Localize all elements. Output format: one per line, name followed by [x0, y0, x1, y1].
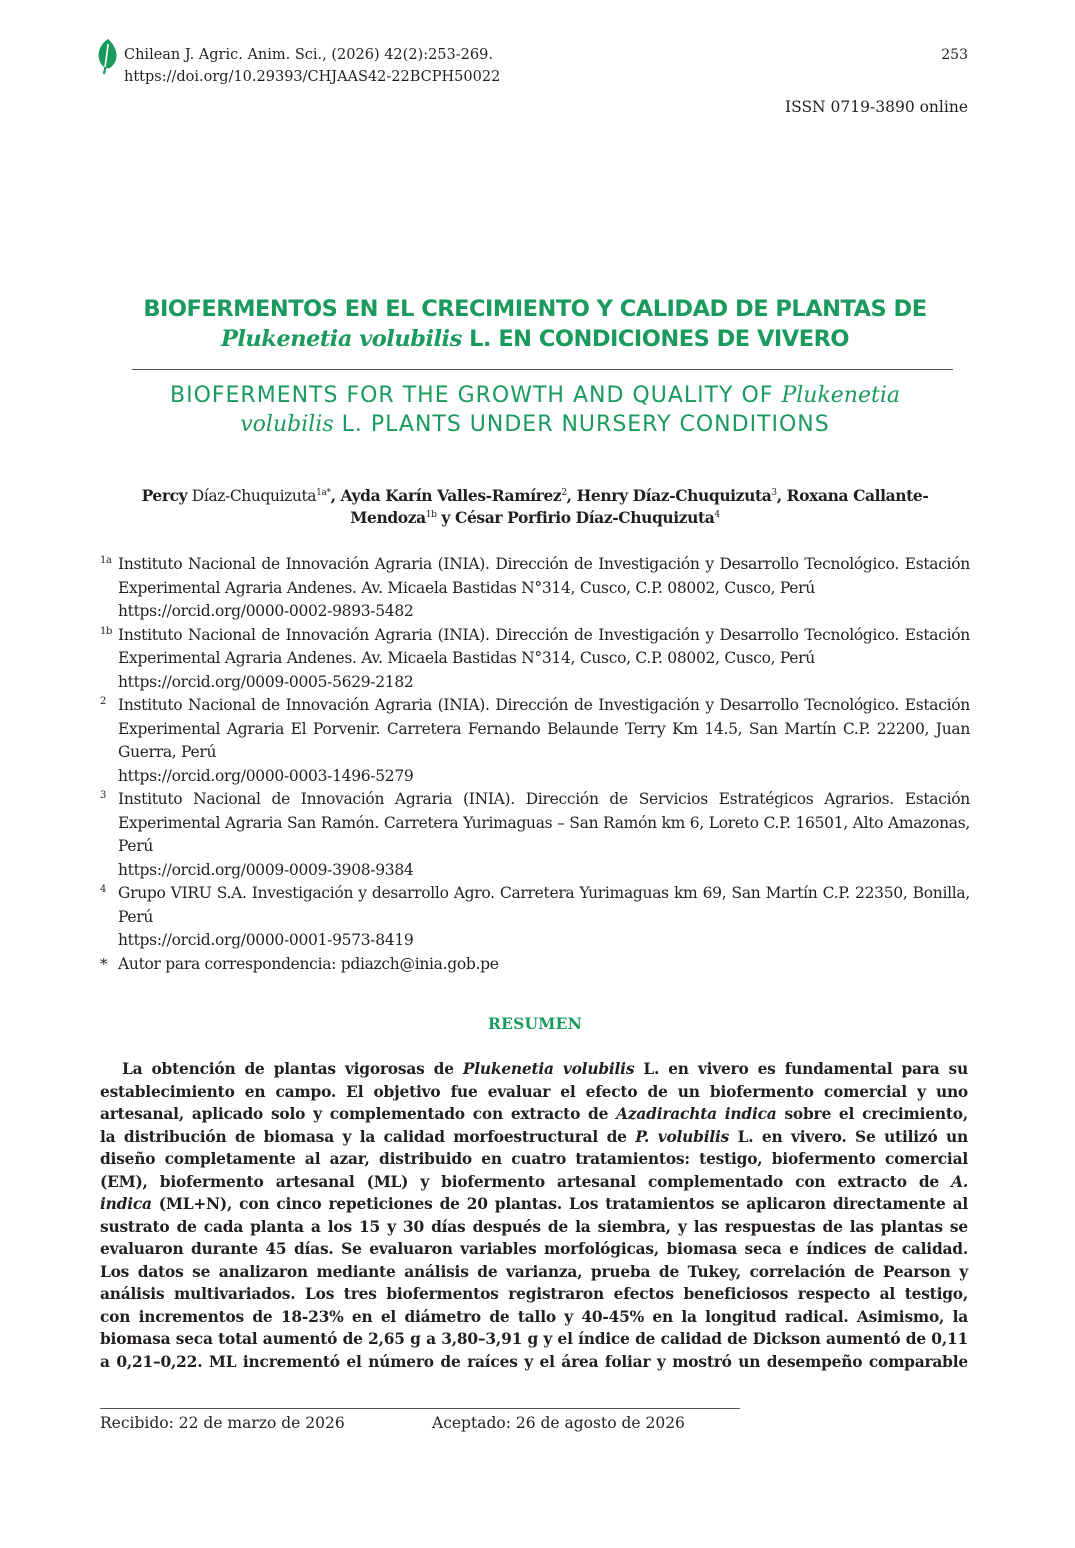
title-divider [132, 369, 953, 370]
correspondence [100, 953, 970, 977]
received-date: Recibido: 22 de marzo de 2026 [100, 1414, 345, 1432]
title-es-line1: BIOFERMENTOS EN EL CRECIMIENTO Y CALIDAD DE PLANTAS DE [143, 296, 927, 322]
abstract-text: L. en vivero es fundamental para su [634, 1060, 969, 1078]
author-2-sup: 2 [561, 487, 567, 498]
correspondence-text: Autor para correspondencia: pdiazch@inia.gob.pe [118, 954, 499, 973]
abstract-line: biomasa seca total aumentó de 2,65 g a 3,80–3,91 g y el índice de calidad de Dickson aumentó de 0,11 [100, 1330, 968, 1348]
title-spanish [100, 294, 970, 354]
title-en-species-epithet: volubilis [240, 412, 334, 437]
affiliations [100, 553, 970, 976]
affiliation-mark: 2 [100, 696, 107, 707]
abstract-species: A. [951, 1172, 968, 1191]
accepted-date: Aceptado: 26 de agosto de 2026 [432, 1414, 685, 1432]
abstract-line [100, 1193, 968, 1216]
journal-header [124, 44, 500, 88]
affiliation-mark: 1b [100, 625, 113, 637]
title-en-line1 [100, 381, 970, 410]
author-line-1 [100, 485, 970, 507]
correspondence-mark: * [100, 954, 108, 973]
affiliation-item [100, 553, 970, 624]
affiliation-item [100, 882, 970, 953]
abstract-line: establecimiento en campo. El objetivo fue evaluar el efecto de un biofermento comercial y uno [100, 1082, 968, 1101]
affiliation-mark: 4 [100, 884, 107, 895]
author-4: , Roxana Callante- [776, 486, 929, 505]
title-en-species-genus: Plukenetia [781, 383, 900, 408]
affiliation-item [100, 694, 970, 788]
page-number: 253 [941, 47, 968, 63]
abstract-line: a 0,21–0,22. ML incrementó el número de raíces y el área foliar y mostró un desempeño comparable [100, 1352, 968, 1371]
abstract-line [100, 1103, 968, 1126]
affiliation-text: Instituto Nacional de Innovación Agraria (INIA). Dirección de Servicios Estratégicos Agrarios. Estación Experimental Agraria San Ramón. Carretera Yurimaguas – San Ramón km 6, Loreto C.P. 16501, Alto Amazonas, Perú [118, 790, 970, 855]
affiliation-mark: 1a [100, 555, 112, 566]
author-line-2 [100, 507, 970, 529]
orcid-link[interactable]: https://orcid.org/0000-0001-9573-8419 [118, 931, 414, 949]
abstract-text: La obtención de plantas vigorosas de [122, 1060, 463, 1078]
abstract-line: diseño completamente al azar, distribuido en cuatro tratamientos: testigo, biofermento comercial [100, 1150, 968, 1168]
title-en-line2-rest: L. PLANTS UNDER NURSERY CONDITIONS [333, 412, 830, 437]
title-en-line2 [100, 410, 970, 439]
affiliation-item [100, 788, 970, 882]
abstract-text: la distribución de biomasa y la calidad morfoestructural de [100, 1127, 636, 1146]
affiliation-text: Instituto Nacional de Innovación Agraria (INIA). Dirección de Investigación y Desarrollo Tecnológico. Estación Experimental Agraria Andenes. Av. Micaela Bastidas N°314, Cusco, C.P. 08002, Cusco, Perú [118, 625, 970, 667]
abstract-text: artesanal, aplicado solo y complementado con extracto de [100, 1105, 617, 1123]
journal-citation: Chilean J. Agric. Anim. Sci., (2026) 42(2):253-269. [124, 47, 493, 63]
affiliation-mark: 3 [100, 790, 107, 801]
abstract-body [100, 1058, 968, 1373]
abstract-species: Plukenetia volubilis [462, 1060, 635, 1078]
abstract-text: sobre el crecimiento, [776, 1105, 969, 1123]
title-es-species: Plukenetia volubilis [220, 326, 462, 352]
author-2: , Ayda Karín Valles-Ramírez [330, 486, 562, 505]
title-en-line1-text: BIOFERMENTS FOR THE GROWTH AND QUALITY OF [169, 383, 782, 408]
author-5-sup: 4 [714, 509, 720, 520]
orcid-link[interactable]: https://orcid.org/0009-0005-5629-2182 [118, 672, 414, 691]
abstract-line [100, 1058, 968, 1081]
abstract-species: P. volubilis [635, 1127, 730, 1146]
footer-divider [100, 1408, 740, 1409]
affiliation-item [100, 624, 970, 695]
affiliation-text: Instituto Nacional de Innovación Agraria (INIA). Dirección de Investigación y Desarrollo Tecnológico. Estación Experimental Agraria Andenes. Av. Micaela Bastidas N°314, Cusco, C.P. 08002, Cusco, Perú [118, 555, 970, 597]
author-4-cont: Mendoza [350, 508, 426, 527]
affiliation-text: Instituto Nacional de Innovación Agraria (INIA). Dirección de Investigación y Desarrollo Tecnológico. Estación Experimental Agraria El Porvenir. Carretera Fernando Belaunde Terry Km 14.5, San Martín C.P. 22200, Juan Guerra, Perú [118, 696, 970, 761]
abstract-heading: RESUMEN [488, 1014, 582, 1033]
abstract-line: Los datos se analizaron mediante análisis de varianza, prueba de Tukey, correlación de Pearson y [100, 1262, 968, 1281]
abstract-line [100, 1126, 968, 1149]
author-1-last: Díaz-Chuquizuta [187, 487, 317, 505]
abstract-line: análisis multivariados. Los tres biofermentos registraron efectos beneficiosos respecto al testigo, [100, 1285, 968, 1303]
abstract-line: sustrato de cada planta a los 15 y 30 días después de la siembra, y las respuestas de las plantas se [100, 1217, 968, 1236]
abstract-text: (EM), biofermento artesanal (ML) y biofermento artesanal complementado con extracto de [100, 1172, 952, 1191]
abstract-species: Azadirachta indica [616, 1105, 777, 1123]
leaf-icon [96, 38, 120, 76]
title-es-line2 [100, 324, 970, 354]
abstract-line: evaluaron durante 45 días. Se evaluaron variables morfológicas, biomasa seca e índices de calidad. [100, 1240, 968, 1258]
author-list [100, 485, 970, 529]
author-1-first: Percy [141, 486, 188, 505]
author-5: y César Porfirio Díaz-Chuquizuta [436, 508, 715, 527]
abstract-text: L. en vivero. Se utilizó un [729, 1127, 968, 1146]
abstract-line: con incrementos de 18-23% en el diámetro de tallo y 40-45% en la longitud radical. Asimismo, la [100, 1307, 968, 1326]
author-3-sup: 3 [771, 487, 777, 498]
author-1-sup: 1a* [316, 487, 331, 498]
abstract-species: indica [100, 1195, 152, 1213]
orcid-link[interactable]: https://orcid.org/0000-0003-1496-5279 [118, 766, 414, 785]
title-english [100, 381, 970, 439]
doi-link[interactable]: https://doi.org/10.29393/CHJAAS42-22BCPH50022 [124, 69, 501, 85]
orcid-link[interactable]: https://orcid.org/0000-0002-9893-5482 [118, 602, 414, 620]
abstract-line [100, 1171, 968, 1194]
affiliation-text: Grupo VIRU S.A. Investigación y desarrollo Agro. Carretera Yurimaguas km 69, San Martín C.P. 22350, Bonilla, Perú [118, 884, 970, 926]
author-3: , Henry Díaz-Chuquizuta [566, 486, 772, 505]
orcid-link[interactable]: https://orcid.org/0009-0009-3908-9384 [118, 860, 414, 879]
issn: ISSN 0719-3890 online [784, 98, 968, 116]
author-4-sup: 1b [425, 509, 437, 520]
title-es-line2-rest: L. EN CONDICIONES DE VIVERO [461, 326, 850, 352]
abstract-text: (ML+N), con cinco repeticiones de 20 plantas. Los tratamientos se aplicaron directamente al [151, 1195, 968, 1213]
